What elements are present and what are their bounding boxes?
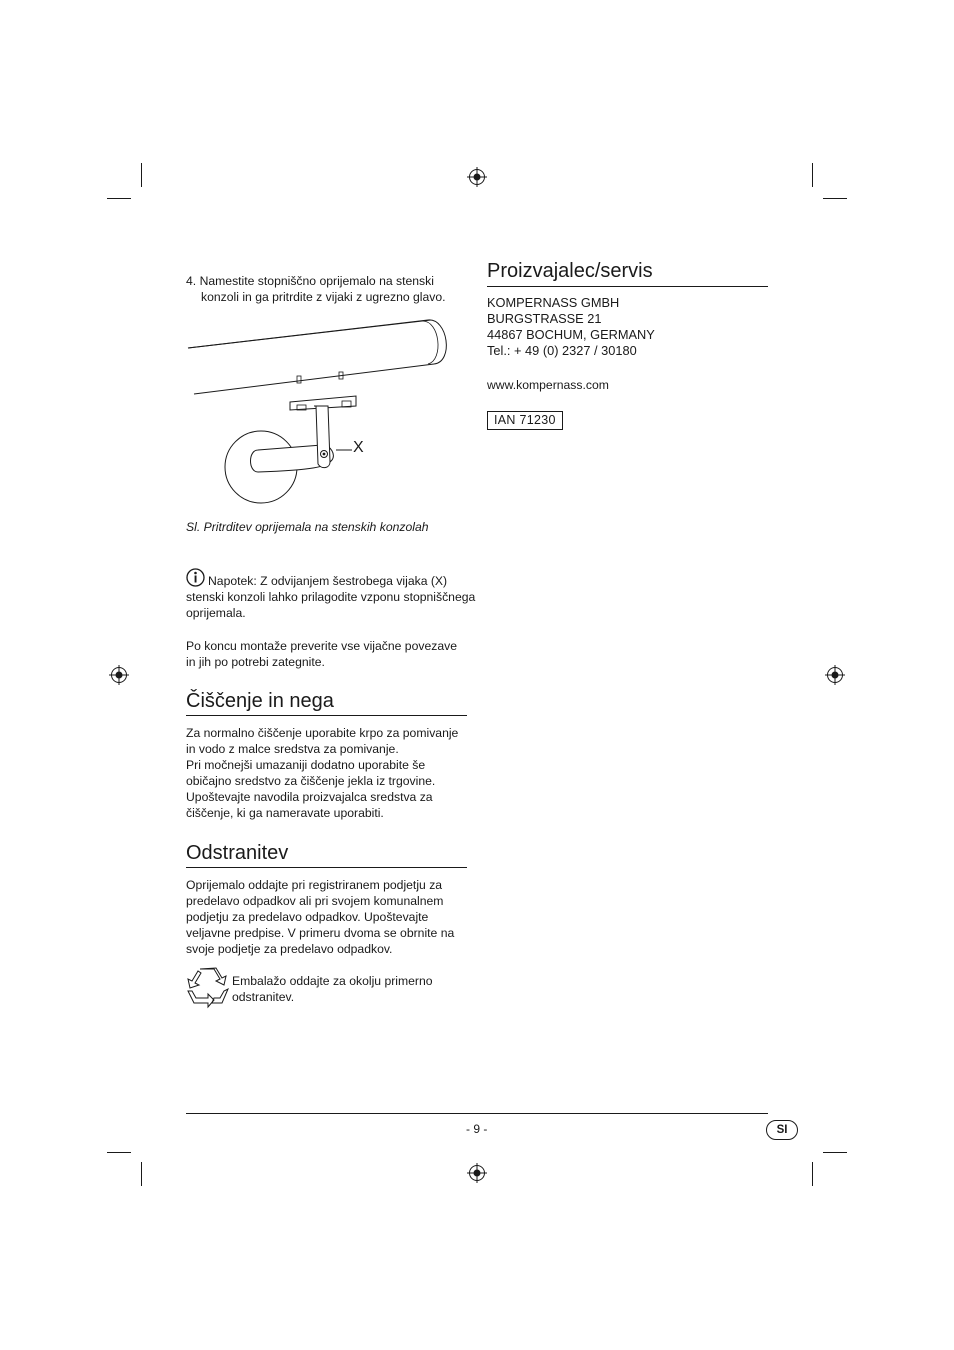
check-line: in jih po potrebi zategnite. xyxy=(186,655,325,669)
recycle-line: Embalažo oddajte za okolju primerno xyxy=(232,974,433,988)
figure-caption: Sl. Pritrditev oprijemala na stenskih konzolah xyxy=(186,520,429,534)
cleaning-line: Pri močnejši umazaniji dodatno uporabite še xyxy=(186,758,426,772)
check-paragraph xyxy=(186,638,457,670)
disposal-line: predelavo odpadkov ali pri svojem komunalnem xyxy=(186,894,444,908)
note-line: stenski konzoli lahko prilagodite vzponu stopniščnega xyxy=(186,590,476,604)
disposal-line: svoje podjetje za predelavo odpadkov. xyxy=(186,942,393,956)
address-line: KOMPERNASS GMBH xyxy=(487,295,620,310)
crop-mark xyxy=(107,1152,131,1153)
cleaning-line: Upoštevajte navodila proizvajalca sredstva za xyxy=(186,790,433,804)
cleaning-line: in vodo z malce sredstva za pomivanje. xyxy=(186,742,399,756)
website-link[interactable]: www.kompernass.com xyxy=(487,378,609,392)
cleaning-heading: Čiščenje in nega xyxy=(186,690,334,712)
step-text-line: konzoli in ga pritrdite z vijaki z ugrezno glavo. xyxy=(201,290,446,304)
step-text-line: Namestite stopniščno oprijemalo na stenski xyxy=(199,274,434,288)
disposal-paragraph xyxy=(186,877,454,957)
handrail-mounting-figure xyxy=(186,310,386,510)
registration-mark-icon xyxy=(825,665,845,685)
manufacturer-heading: Proizvajalec/servis xyxy=(487,260,653,282)
check-line: Po koncu montaže preverite vse vijačne povezave xyxy=(186,639,457,653)
address-line: 44867 BOCHUM, GERMANY xyxy=(487,327,655,342)
address-block xyxy=(487,295,655,359)
crop-mark xyxy=(141,1162,142,1186)
note-line: oprijemala. xyxy=(186,606,246,620)
disposal-line: Oprijemalo oddajte pri registriranem podjetju za xyxy=(186,878,443,892)
cleaning-heading-rule xyxy=(186,715,467,716)
disposal-heading: Odstranitev xyxy=(186,842,289,864)
crop-mark xyxy=(823,1152,847,1153)
address-line: Tel.: + 49 (0) 2327 / 30180 xyxy=(487,343,637,358)
recycle-icon xyxy=(186,967,230,1009)
crop-mark xyxy=(812,163,813,187)
crop-mark xyxy=(141,163,142,187)
registration-mark-icon xyxy=(467,167,487,187)
cleaning-line: običajno sredstvo za čiščenje jekla iz trgovine. xyxy=(186,774,436,788)
note-paragraph xyxy=(186,573,475,621)
note-line: Napotek: Z odvijanjem šestrobega vijaka (X) xyxy=(208,574,448,588)
step-number: 4. xyxy=(186,274,197,288)
recycle-note xyxy=(232,973,433,1005)
cleaning-paragraph xyxy=(186,725,458,821)
crop-mark xyxy=(812,1162,813,1186)
page-number: - 9 - xyxy=(466,1122,488,1136)
registration-mark-icon xyxy=(109,665,129,685)
callout-x-label: X xyxy=(353,439,364,456)
disposal-line: veljavne predpise. V primeru dvoma se obrnite na xyxy=(186,926,455,940)
disposal-heading-rule xyxy=(186,867,467,868)
address-line: BURGSTRASSE 21 xyxy=(487,311,602,326)
disposal-line: podjetju za predelavo odpadkov. Upoštevajte xyxy=(186,910,429,924)
recycle-line: odstranitev. xyxy=(232,990,295,1004)
cleaning-line: Za normalno čiščenje uporabite krpo za pomivanje xyxy=(186,726,459,740)
step-4 xyxy=(186,273,446,305)
cleaning-line: čiščenje, ki ga nameravate uporabiti. xyxy=(186,806,384,820)
manufacturer-heading-rule xyxy=(487,286,768,287)
language-badge: SI xyxy=(766,1120,798,1140)
crop-mark xyxy=(823,198,847,199)
registration-mark-icon xyxy=(467,1163,487,1183)
ian-code: IAN 71230 xyxy=(487,411,563,430)
footer-rule xyxy=(186,1113,768,1114)
crop-mark xyxy=(107,198,131,199)
